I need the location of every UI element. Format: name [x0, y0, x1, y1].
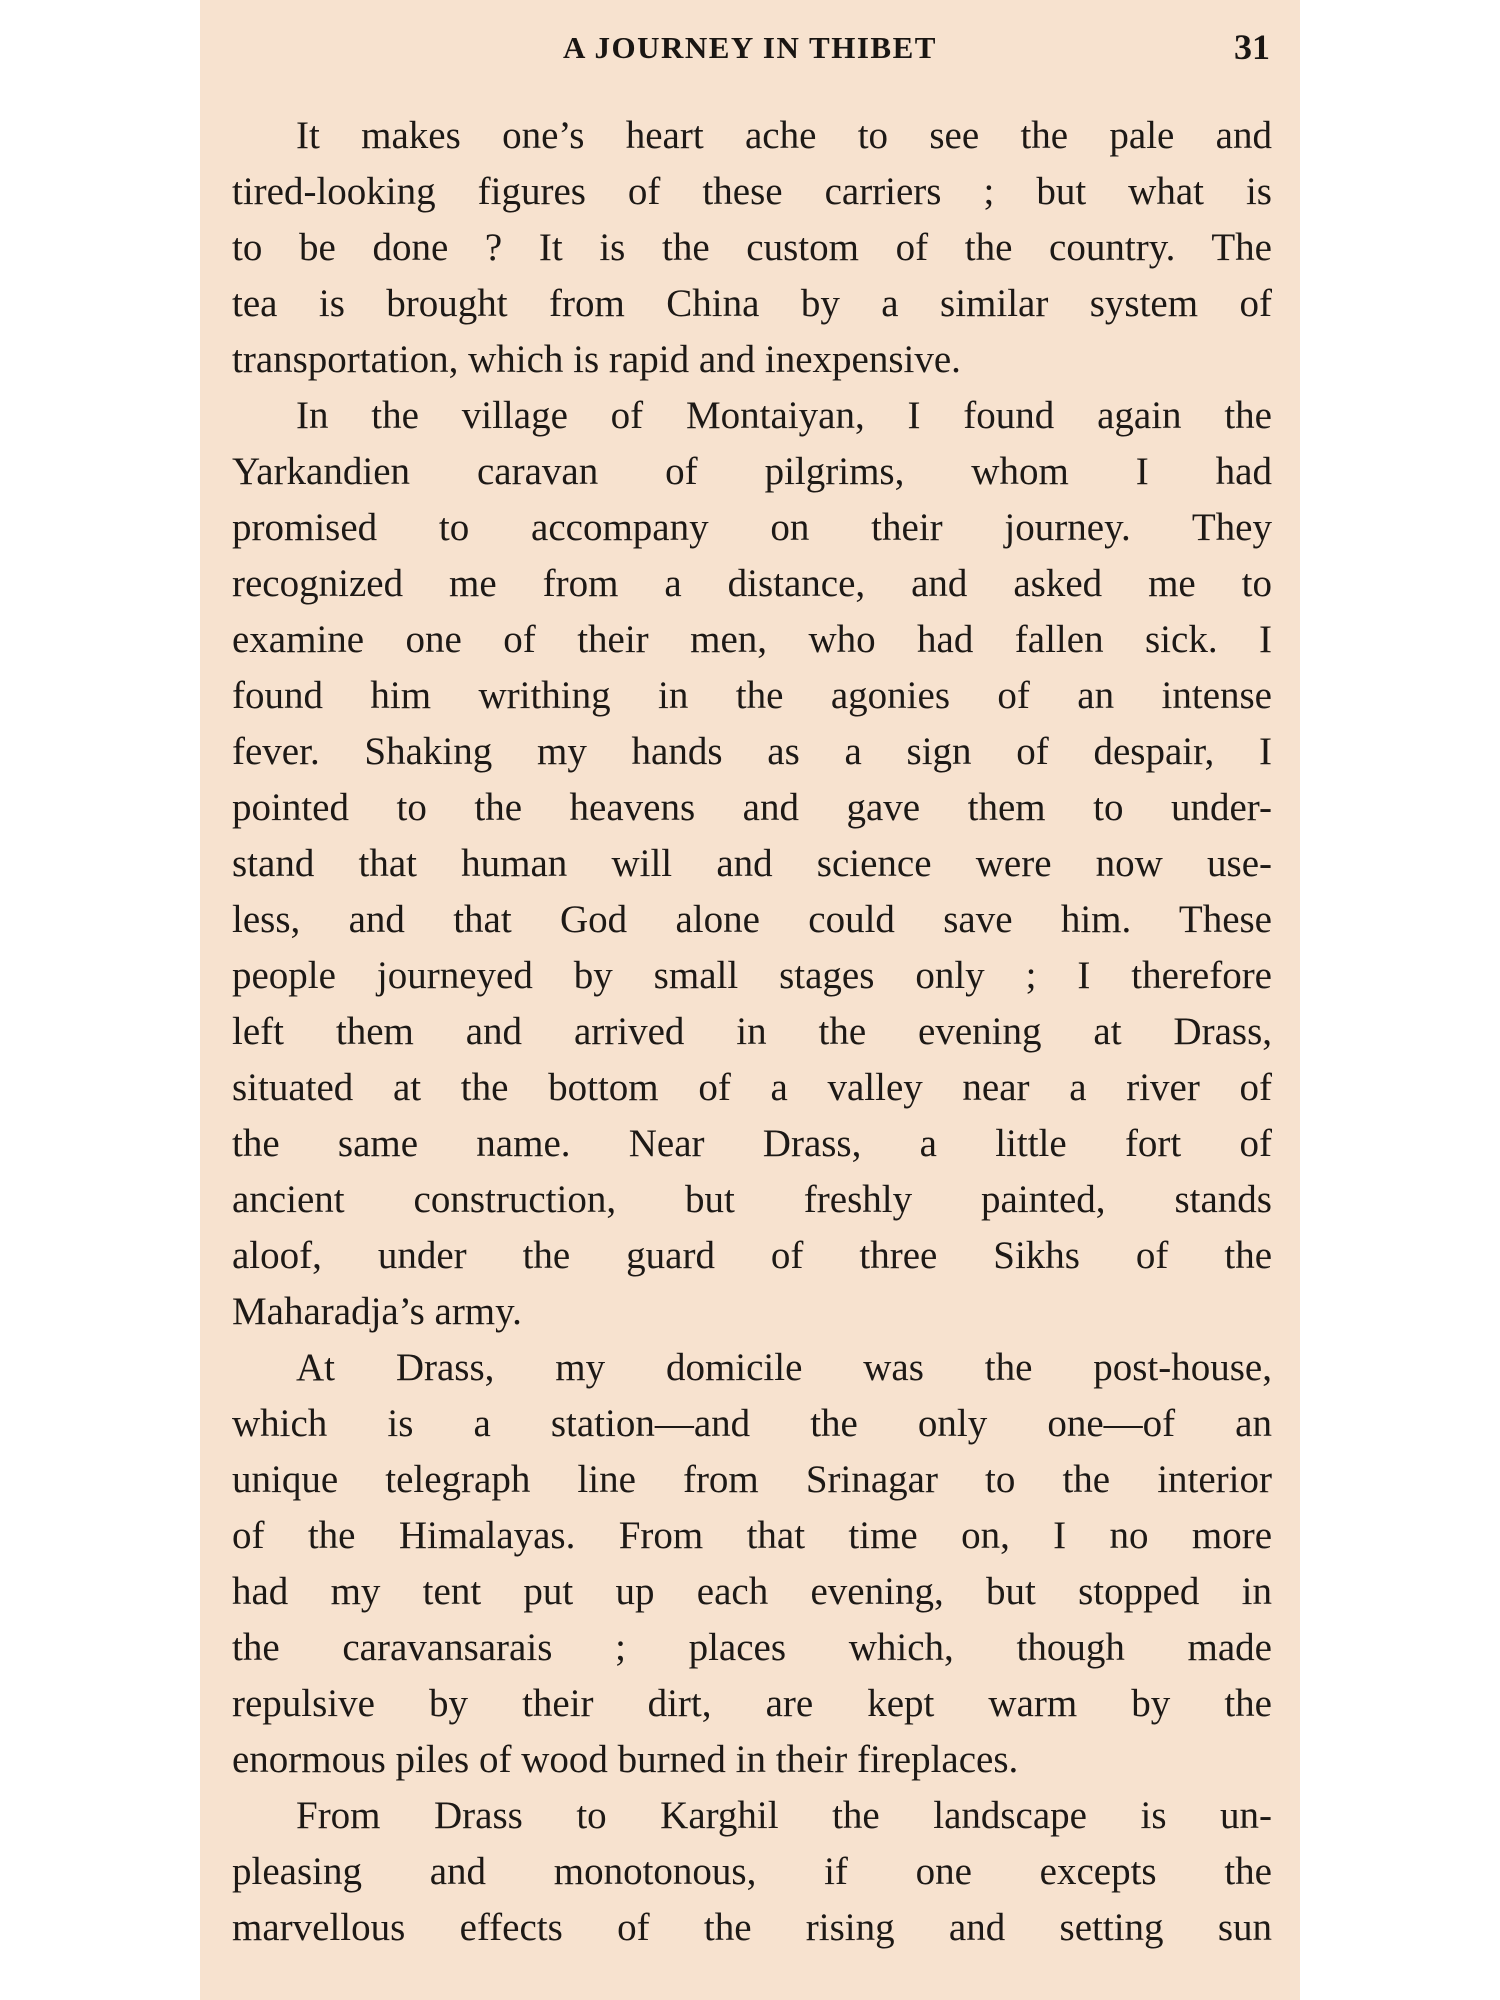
text-line: Yarkandien caravan of pilgrims, whom I had: [232, 450, 1272, 493]
text-line: transportation, which is rapid and inexpensive.: [232, 338, 961, 381]
running-head-title: A JOURNEY IN THIBET: [563, 30, 937, 65]
text-line: which is a station—and the only one—of an: [232, 1402, 1272, 1445]
text-line: of the Himalayas. From that time on, I no more: [232, 1514, 1272, 1557]
book-page: [200, 0, 1300, 2000]
text-line: found him writhing in the agonies of an intense: [232, 674, 1272, 717]
text-line: fever. Shaking my hands as a sign of despair, I: [232, 730, 1272, 773]
text-line: recognized me from a distance, and asked me to: [232, 562, 1272, 605]
page-number: 31: [1234, 27, 1270, 67]
text-line: people journeyed by small stages only ; I therefore: [232, 954, 1272, 997]
text-line: ancient construction, but freshly painted, stands: [232, 1178, 1272, 1221]
text-line: the caravansarais ; places which, though made: [232, 1626, 1272, 1669]
text-line: the same name. Near Drass, a little fort of: [232, 1122, 1272, 1165]
text-line: aloof, under the guard of three Sikhs of the: [232, 1234, 1272, 1277]
text-line: tired-looking figures of these carriers ; but what is: [232, 170, 1272, 213]
text-line: In the village of Montaiyan, I found again the: [296, 394, 1272, 437]
text-line: repulsive by their dirt, are kept warm by the: [232, 1682, 1272, 1725]
text-line: situated at the bottom of a valley near a river of: [232, 1066, 1272, 1109]
text-line: left them and arrived in the evening at Drass,: [232, 1010, 1272, 1053]
text-line: stand that human will and science were now use-: [232, 842, 1272, 885]
text-line: had my tent put up each evening, but stopped in: [232, 1570, 1272, 1613]
text-line: pointed to the heavens and gave them to under-: [232, 786, 1272, 829]
text-line: At Drass, my domicile was the post-house,: [296, 1346, 1272, 1389]
text-line: From Drass to Karghil the landscape is un-: [296, 1794, 1272, 1837]
text-line: unique telegraph line from Srinagar to the interior: [232, 1458, 1272, 1501]
text-line: to be done ? It is the custom of the country. The: [232, 226, 1272, 269]
text-line: promised to accompany on their journey. They: [232, 506, 1272, 549]
text-line: pleasing and monotonous, if one excepts the: [232, 1850, 1272, 1893]
text-line: Maharadja’s army.: [232, 1290, 522, 1333]
text-line: tea is brought from China by a similar system of: [232, 282, 1272, 325]
text-line: examine one of their men, who had fallen sick. I: [232, 618, 1272, 661]
text-line: less, and that God alone could save him. These: [232, 898, 1272, 941]
body-text: [232, 108, 1272, 1956]
text-line: It makes one’s heart ache to see the pale and: [296, 114, 1272, 157]
text-line: marvellous effects of the rising and setting sun: [232, 1906, 1272, 1949]
running-head: [200, 27, 1300, 70]
text-line: enormous piles of wood burned in their fireplaces.: [232, 1738, 1019, 1781]
